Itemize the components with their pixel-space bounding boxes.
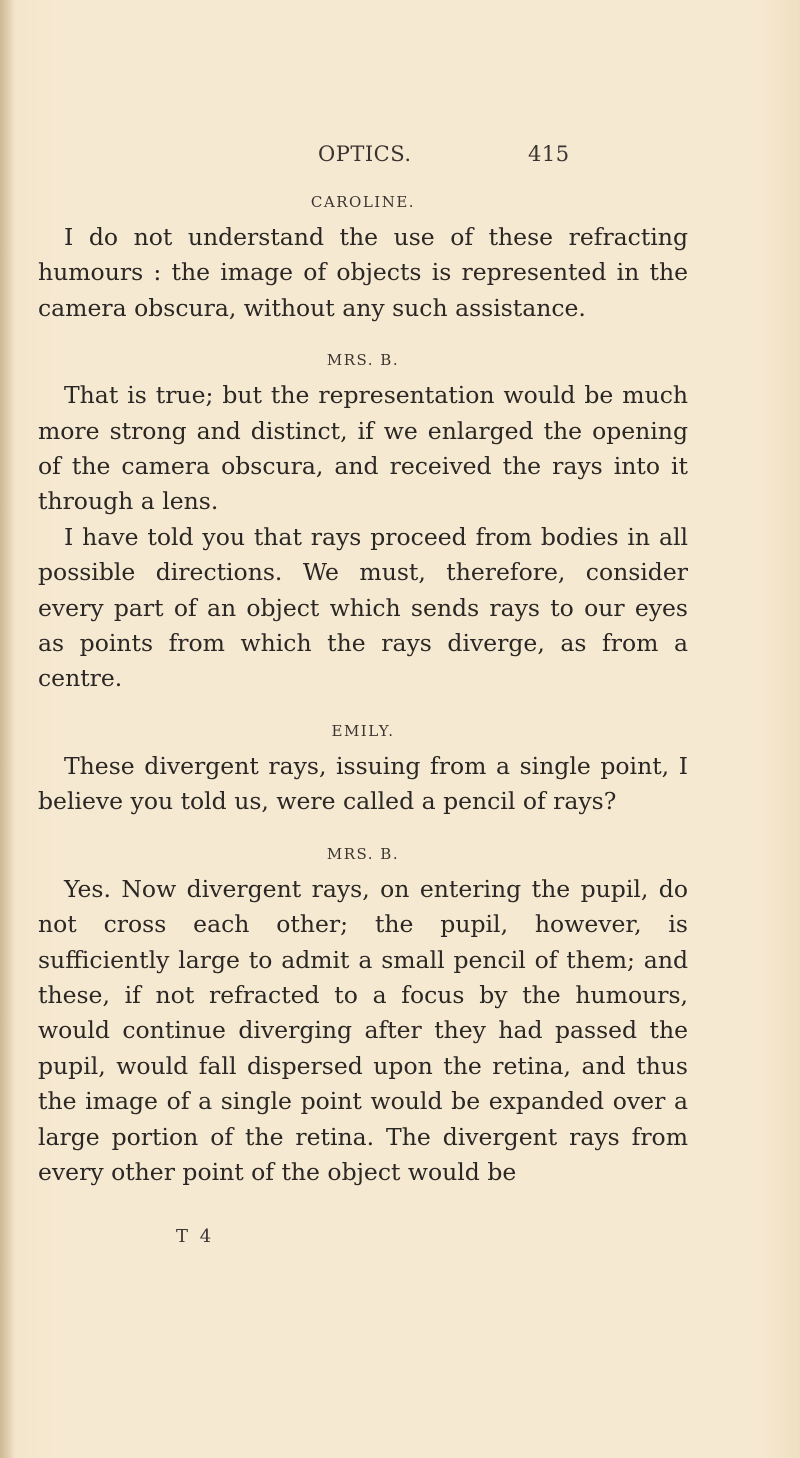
page-number: 415 [528, 142, 570, 166]
running-head [318, 142, 568, 176]
speaker-mrs-b: MRS. B. [326, 844, 400, 863]
paragraph: Yes. Now divergent rays, on entering the pupil, do not cross each other; the pupil, however, is sufficiently large to admit a small pencil of them; and these, if not refracted to a focus by the humours, would continue diverging after they had passed the pupil, would fall dispersed upon the retina, and thus the image of a single point would be expanded over a large portion of the retina. The divergent rays from every other point of the object would be [38, 874, 688, 1186]
dialogue-text [38, 190, 688, 1190]
speaker-mrs-b: MRS. B. [326, 351, 400, 370]
speaker-caroline: CAROLINE. [310, 193, 416, 211]
page-gutter-shadow [0, 0, 14, 1458]
paragraph: These divergent rays, issuing from a single point, I believe you told us, were called a pencil of rays? [38, 751, 688, 816]
signature-mark: T 4 [176, 1226, 215, 1247]
speaker-emily: EMILY. [331, 721, 395, 740]
paragraph: I have told you that rays proceed from bodies in all possible directions. We must, therefore, consider every part of an object which sends rays to our eyes as points from which the rays diverge, as from a centre. [38, 522, 688, 693]
running-title: OPTICS. [318, 142, 412, 166]
paragraph: That is true; but the representation would be much more strong and distinct, if we enlarged the opening of the camera obscura, and received the rays into it through a lens. [38, 381, 688, 516]
paragraph: I do not understand the use of these refracting humours : the image of objects is represented in the camera obscura, without any such assistance. [38, 223, 688, 322]
